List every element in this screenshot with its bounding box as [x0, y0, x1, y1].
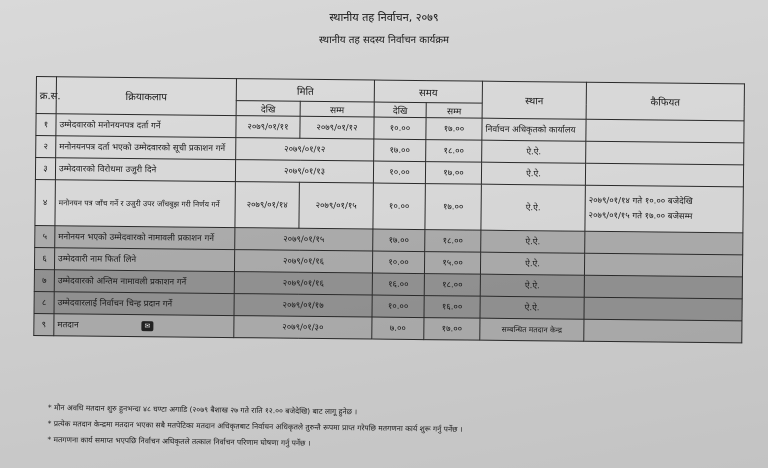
footnote: * मतगणना कार्य समाप्त भएपछि निर्वाचन अधिकृतले तत्काल निर्वाचन परिणाम घोषणा गर्नु पर्नेछ । [47, 434, 311, 448]
header-time-to: सम्म [426, 103, 482, 119]
cell-activity-text: मतदान [57, 320, 79, 331]
header-date: मिति [236, 79, 374, 102]
stamp-icon: ✉ [141, 321, 153, 331]
cell-time-from: १७.०० [373, 229, 425, 252]
cell-activity: उम्मेदवारको अन्तिम नामावली प्रकाशन गर्ने [54, 270, 234, 294]
remark-line-1: २०७९/०१/१४ गते १०.०० बजेदेखि [588, 195, 693, 207]
cell-activity: उम्मेदवारी नाम फिर्ता लिने [54, 248, 234, 272]
cell-serial: ४ [35, 179, 55, 225]
cell-place: ऐ.ऐ. [481, 230, 585, 253]
cell-time-to: १८.०० [424, 274, 480, 297]
cell-place: ऐ.ऐ. [480, 296, 584, 319]
cell-activity: उम्मेदवारको मनोनयनपत्र दर्ता गर्ने [56, 114, 236, 138]
cell-time-from: ७.०० [372, 317, 424, 340]
header-remarks: कैफियत [586, 82, 744, 121]
cell-place: ऐ.ऐ. [482, 140, 586, 163]
cell-remarks [584, 253, 742, 277]
cell-time-to: १८.०० [425, 230, 481, 253]
cell-date-from: २०७९/०१/१४ [235, 182, 299, 229]
cell-date: २०७९/०१/१७ [234, 294, 372, 317]
cell-place: निर्वाचन अधिकृतको कार्यालय [482, 118, 586, 141]
cell-date: २०७९/०१/१६ [234, 272, 372, 295]
cell-time-from: १०.०० [372, 251, 424, 274]
cell-serial: ८ [34, 291, 54, 313]
cell-time-to: १७.०० [425, 162, 481, 185]
cell-time-to: १७.०० [424, 318, 480, 341]
cell-activity: मनोनयनपत्र दर्ता भएको उम्मेदवारको सूची प्रकाशन गर्ने [56, 136, 236, 160]
cell-serial: ५ [35, 225, 55, 247]
header-date-from: देखि [236, 101, 300, 117]
cell-remarks [585, 231, 743, 255]
table-row [35, 179, 743, 232]
footnote: * प्रत्येक मतदान केन्द्रमा मतदान भएका सबै मतपेटिका मतदान अधिकृतबाट निर्वाचन अधिकृतले तुरुन्तै रूपमा प्राप्त गरेपछि मतगणना कार्य शुरू गर्नु पर्नेछ । [47, 418, 463, 434]
document-subtitle: स्थानीय तह सदस्य निर्वाचन कार्यक्रम [318, 35, 449, 46]
cell-remarks [584, 319, 742, 343]
cell-time-to: १७.०० [425, 184, 481, 231]
header-time: समय [374, 80, 482, 103]
cell-date-to: २०७९/०१/१२ [300, 116, 374, 139]
cell-time-to: १५.०० [424, 252, 480, 275]
cell-place: ऐ.ऐ. [481, 162, 585, 185]
cell-remarks [584, 297, 742, 321]
footnotes [47, 400, 748, 458]
document-title: स्थानीय तह निर्वाचन, २०७९ [329, 11, 439, 24]
cell-time-to: १७.०० [426, 118, 482, 141]
header-date-to: सम्म [300, 101, 374, 117]
cell-serial: ९ [34, 313, 54, 335]
cell-activity: मनोनयन पत्र जाँच गर्ने र उजुरी उपर जाँचबुझ गरी निर्णय गर्ने [55, 180, 235, 228]
cell-remarks [585, 163, 743, 187]
cell-serial: ६ [34, 247, 54, 269]
cell-place: ऐ.ऐ. [480, 274, 584, 297]
cell-date: २०७९/०१/१६ [234, 250, 372, 273]
cell-time-to: १८.०० [426, 140, 482, 163]
cell-remarks [586, 141, 744, 165]
cell-place: सम्बन्धित मतदान केन्द्र [480, 318, 584, 341]
cell-activity: उम्मेदवारको विरोधमा उजुरी दिने [55, 158, 235, 182]
cell-serial: ३ [35, 158, 55, 180]
cell-serial: ७ [34, 269, 54, 291]
schedule-table [33, 76, 745, 343]
cell-remarks [585, 185, 743, 233]
cell-activity: उम्मेदवारलाई निर्वाचन चिन्ह प्रदान गर्ने [54, 292, 234, 316]
cell-time-from: १०.०० [372, 295, 424, 318]
header-time-from: देखि [374, 102, 426, 118]
cell-time-from: १०.०० [373, 183, 425, 230]
cell-time-from: १०.०० [374, 117, 426, 140]
footnote: * मौन अवधि मतदान शुरु हुनभन्दा ४८ घण्टा अगाडि (२०७९ बैशाख २७ गते राति १२.०० बजेदेखि) बाट लागू हुनेछ । [47, 402, 358, 417]
cell-place: ऐ.ऐ. [480, 252, 584, 275]
header-serial: क्र.स. [36, 77, 56, 114]
cell-date-to: २०७९/०१/१५ [299, 182, 373, 229]
cell-date: २०७९/०१/१२ [236, 138, 374, 161]
cell-date: २०७९/०१/३० [234, 316, 372, 339]
cell-time-from: १७.०० [374, 139, 426, 162]
cell-remarks [584, 275, 742, 299]
cell-date: २०७९/०१/१३ [235, 160, 373, 183]
cell-activity: मनोनयन भएको उम्मेदवारको नामावली प्रकाशन गर्ने [55, 226, 235, 250]
cell-activity [54, 314, 234, 338]
cell-time-to: १६.०० [424, 296, 480, 319]
cell-place: ऐ.ऐ. [481, 184, 585, 231]
cell-date-from: २०७९/०१/११ [236, 116, 300, 139]
cell-date: २०७९/०१/१५ [235, 228, 373, 251]
remark-line-2: २०७९/०१/१५ गते १७.०० बजेसम्म [588, 210, 693, 222]
header-activity: क्रियाकलाप [56, 77, 236, 116]
cell-serial: १ [36, 114, 56, 136]
header-place: स्थान [482, 81, 586, 119]
cell-serial: २ [36, 136, 56, 158]
cell-remarks [586, 119, 744, 143]
cell-time-from: १६.०० [372, 273, 424, 296]
cell-time-from: १०.०० [373, 161, 425, 184]
